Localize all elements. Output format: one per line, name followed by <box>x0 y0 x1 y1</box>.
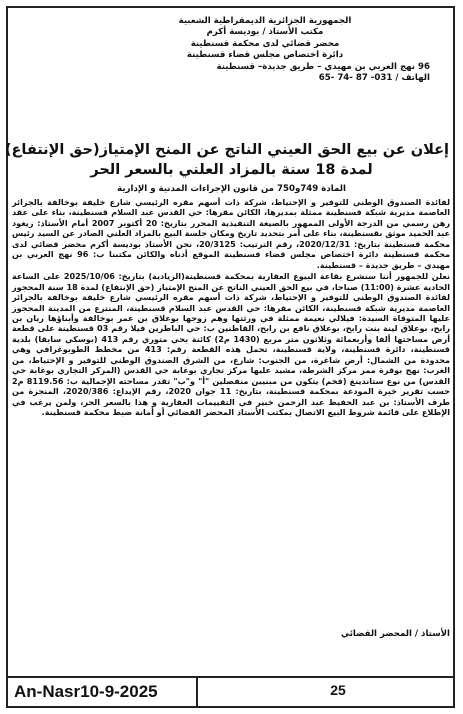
header-bailiff: محضر قضائي لدى محكمة قسنطينة <box>190 38 340 49</box>
header-address: 96 نهج العربي بن مهيدي – طريق جديدة– قسنطينة <box>216 61 430 72</box>
header-republic: الجمهورية الجزائرية الديمقراطية الشعبية <box>178 16 352 26</box>
header-office: مكتب الأستاذ / بوديسة أكرم <box>206 27 324 38</box>
title-line-1: إعلان عن بيع الحق العيني الناتج عن المنح الإمتياز(حق الإنتفاع) <box>4 142 449 158</box>
page-footer <box>6 678 455 708</box>
page-number: 25 <box>330 682 346 698</box>
notice-body <box>12 197 450 418</box>
paragraph-creditor: لفائدة الصندوق الوطني للتوفير و الإحتياط، شركة ذات أسهم مقره الرئيسي شارع خليفة بوخالفة بالجزائر العاصمة مديرية شبكة قسنطينة ممثلة بمديرها، الكائن مقرها: حي القدس عبد السلام قسنطينة، بناء على عقد رهن رسمي من الدرجة الأولى الممهور بالصيغة التنفيذية المحرر بتاريخ: 20 أكتوبر 2007 أمام الأستاذ: زيغود عبد الحميد موثق بقسنطينة، بناء على أمر بتحديد تاريخ ومكان جلسة البيع بالمزاد العلني الصادر عن السيد رئيس محكمة قسنطينة بتاريخ: 2020/12/31، رقم الترتيب: 20/3125، نحن الأستاذ بوديسة أكرم محضر قضائي لدى محكمة قسنطينة دائرة اختصاص مجلس قضاء قسنطينة الموقع أدناه والكائن مكتبنا ب: 96 نهج العربي بن مهيدي – طريق جديدة – قسنطينة. <box>12 197 451 270</box>
publication-code: An-Nasr10-9-2025 <box>8 678 198 706</box>
paragraph-sale-details: نعلن للجمهور أننا سنشرع بقاعة البيوع العقارية بمحكمة قسنطينة(الزيادية) بتاريخ: 2025/10/06 على الساعة الحادية عشرة (11:00) صباحا، في بيع الحق العيني الناتج عن المنح الإمتياز (حق الإنتفاع) لمدة 18 سنة المحجوز لفائدة الصندوق الوطني للتوفير و الإحتياط، شركة ذات أسهم مقره الرئيسي شارع خليفة بوخالفة بالجزائر العاصمة مديرية شبكة قسنطينة، الكائن مقرها: حي القدس عبد السلام قسنطينة، المنتزع من المدينة المحجوز عليها المتوفاة السيدة: فيلالي نعيمة ممثلة في ورثتها وهم زوجها بوعلاق بن عمر بوخالفة وأبناؤها ريان بن رابح، بوعلاق لينة بنت رابح، بوعلاق نافع بن رابح، القاطنين ب: حي الباطرين فيلا رقم 03 قسنطينة على قطعة أرض مساحتها ألفا وأربعمائة وثلاثون متر مربع (1430 م2) كائنة بحي متوري رقم 413 (بوسكي سابقا) بلدية قسنطينة، دائرة قسنطينة، ولاية قسنطينة، تحمل هذه القطعة رقم: 413 من مخطط الطوبوغرافي وهي محدودة من الشمال: أرض شاغرة، من الجنوب: شارع، من الشرق الصندوق الوطني للتوفير و الإحتياط، من الغرب: نهج بوقرة ممر مركز الشرطة، مشيد عليها مركز تجاري بوغابة حي القدس (المركز التجاري بوغابة حي القدس) من نوع ستاندينغ (فخم) يتكون من مبنيين منفصلين "أ" و"ب" تقدر مساحته الإجمالية ب: 8119.56 م2 حسب تقرير خبرة المودعة بمحكمة قسنطينة، بتاريخ: 11 جوان 2020، رقم الإيداع: 2020/386، المنجزة من طرف الأستاذ: بن عبد الحفيظ عبد الرحمن خبير في التقييمات العقارية و هذا بالسعر الحر، ولمن يرغب في الإطلاع على قائمة شروط البيع الاتصال بمكتب الأستاذ المحضر القضائي أو أمانة ضبط محكمة قسنطينة. <box>12 271 451 418</box>
title-line-2: لمدة 18 سنة بالمزاد العلني بالسعر الحر <box>90 162 373 178</box>
notice-header <box>100 16 430 84</box>
notice-title <box>4 140 449 180</box>
legal-reference: المادة 749و750 من قانون الإجراءات المدنية و الإدارية <box>117 184 346 194</box>
signature-line: الأستاذ / المحضر القضائي <box>341 629 450 639</box>
header-phone: الهاتف / 031- 87 -74 -65 <box>318 73 430 84</box>
header-jurisdiction: دائرة اختصاص مجلس قضاء قسنطينة <box>186 50 344 61</box>
